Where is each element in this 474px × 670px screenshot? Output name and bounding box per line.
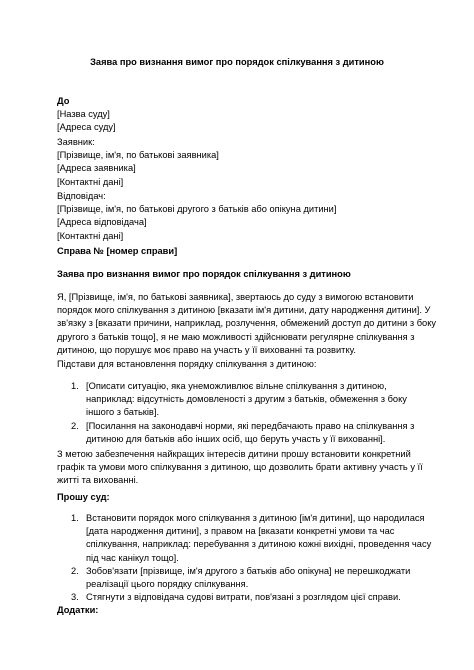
intro-line: Я, [Прізвище, ім'я, по батькові заявника], звертаюсь до суду з вимогою встановити (57, 292, 414, 302)
purpose-line: графік та умови мого спілкування з дитиною, що дозволить брати активну участь у її (57, 462, 423, 473)
list-item-line: [Описати ситуацію, яка унеможливлює вільне спілкування з дитиною, (86, 381, 387, 391)
respondent-name: [Прізвище, ім'я, по батькові другого з батьків або опікуна дитини] (57, 204, 337, 215)
list-item (57, 565, 415, 591)
grounds-list (57, 380, 415, 446)
purpose-paragraph (57, 448, 423, 488)
list-item-line: наприклад: відсутність домовленості з другим з батьків, обмеження з боку (86, 394, 407, 405)
list-number: 3. (71, 592, 79, 603)
list-item (57, 512, 432, 565)
document-subtitle: Заява про визнання вимог про порядок спілкування з дитиною (57, 269, 351, 279)
intro-line: другого з батьків тощо], я не маю можливості здійснювати регулярне спілкування з (57, 331, 415, 342)
purpose-line: житті та вихованні. (57, 475, 139, 486)
list-item-line: спілкування, наприклад: перебування з дитиною кожні вихідні, проведення часу (86, 539, 432, 550)
request-label: Прошу суд: (57, 492, 110, 502)
list-item (57, 591, 415, 604)
intro-line: дитиною, що порушує моє право на участь у її вихованні та розвитку. (57, 344, 356, 355)
intro-line: порядок мого спілкування з дитиною [вказати ім'я дитини, дату народження дитини]. У (57, 305, 431, 316)
applicant-contacts: [Контактні дані] (57, 176, 124, 187)
purpose-line: З метою забезпечення найкращих інтересів дитини прошу встановити конкретний (57, 449, 411, 459)
list-item-line: Зобов'язати [прізвище, ім'я другого з батьків або опікуна] не перешкоджати (86, 565, 411, 576)
document-title: Заява про визнання вимог про порядок спілкування з дитиною (90, 57, 384, 67)
list-item (57, 380, 415, 420)
list-item (57, 420, 415, 446)
addressee-block (57, 95, 417, 135)
list-item-line: іншого з батьків]. (86, 407, 160, 418)
list-item-line: під час канікул тощо]. (86, 552, 179, 563)
list-item-line: Встановити порядок мого спілкування з дитиною [ім'я дитини], що народилася (86, 513, 425, 523)
respondent-address: [Адреса відповідача] (57, 217, 147, 228)
list-item-line: дитиною для батьків або інших осіб, що беруть участь у її вихованні]. (86, 433, 386, 444)
grounds-intro: Підстави для встановлення порядку спілкування з дитиною: (57, 359, 317, 369)
respondent-contacts: [Контактні дані] (57, 230, 124, 241)
list-item-line: Стягнути з відповідача судові витрати, пов'язані з розглядом цієї справи. (86, 592, 401, 603)
respondent-label: Відповідач: (57, 191, 106, 201)
requests-list (57, 512, 432, 604)
court-name: [Назва суду] (57, 109, 110, 120)
list-number: 2. (71, 565, 79, 576)
intro-line: зв'язку з [вказати причини, наприклад, розлучення, обмежений доступ до дитини з боку (57, 318, 437, 329)
list-item-line: [дата народження дитини], з правом на [вказати конкретні умови та час (86, 526, 395, 537)
list-number: 2. (71, 420, 79, 431)
list-number: 1. (71, 513, 79, 523)
applicant-block (57, 136, 417, 189)
applicant-address: [Адреса заявника] (57, 163, 136, 174)
list-number: 1. (71, 381, 79, 391)
court-address: [Адреса суду] (57, 122, 116, 133)
attachments-label: Додатки: (57, 605, 99, 615)
case-number: Справа № [номер справи] (57, 246, 178, 256)
list-item-line: [Посилання на законодавчі норми, які передбачають право на спілкування з (86, 420, 415, 431)
intro-paragraph (57, 291, 437, 357)
to-label: До (57, 96, 70, 106)
respondent-block (57, 190, 417, 243)
applicant-name: [Прізвище, ім'я, по батькові заявника] (57, 150, 219, 161)
applicant-label: Заявник: (57, 137, 95, 147)
list-item-line: реалізації цього порядку спілкування. (86, 579, 249, 590)
